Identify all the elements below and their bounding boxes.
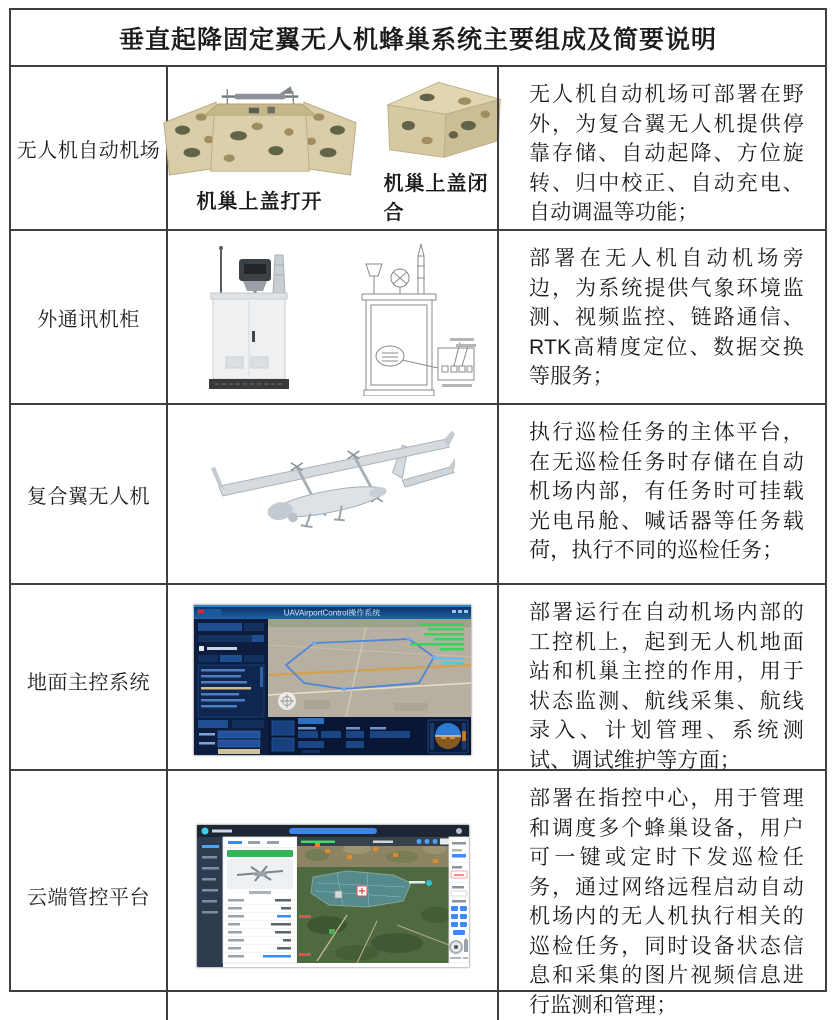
desc-comm-cabinet: 部署在无人机自动机场旁边，为系统提供气象环境监测、视频监控、链路通信、RTK高精度定位、数据交换等服务； (497, 231, 825, 403)
cp-top-bar (197, 825, 469, 837)
gs-map (268, 619, 471, 717)
table-title: 垂直起降固定翼无人机蜂巢系统主要组成及简要说明 (118, 25, 717, 54)
uav-airport-images (166, 67, 497, 229)
ground-station-image-cell (166, 585, 497, 775)
cabinet-photo-drawing (209, 246, 289, 389)
cp-device-panel (223, 837, 297, 963)
row-comm-cabinet (11, 229, 825, 403)
caption-nest-open: 机巢上盖打开 (196, 191, 323, 213)
cp-sidebar (197, 837, 223, 967)
cloud-platform-image-cell (166, 771, 497, 1020)
outdoor-cabinet-photo (189, 241, 304, 393)
gs-left-panel (194, 619, 268, 755)
airport-open-figure (162, 82, 358, 214)
row-ground-station (11, 583, 825, 772)
cp-map (297, 837, 466, 963)
desc-ground-station: 部署运行在自动机场内部的工控机上，起到无人机地面站和机巢主控的作用，用于状态监测、航线采集、航线录入、计划管理、系统测试、调试维护等方面； (497, 585, 825, 775)
component-table (9, 8, 827, 1017)
nest-open-drawing (163, 86, 355, 175)
row-label-vtol-drone: 复合翼无人机 (27, 485, 150, 508)
outdoor-cabinet-diagram (338, 238, 476, 396)
row-label-comm-cabinet: 外通讯机柜 (37, 308, 140, 331)
gs-attitude-indicator (428, 720, 468, 753)
row-uav-airport (11, 65, 825, 229)
cabinet-diagram-drawing (362, 244, 474, 396)
airport-closed-image (384, 72, 504, 164)
row-label-cloud-platform: 云端管控平台 (27, 887, 150, 909)
gs-title: UAVAirportControl操作系统 (283, 608, 381, 618)
desc-cloud-platform: 部署在指控中心，用于管理和调度多个蜂巢设备，用户可一键或定时下发巡检任务，通过网络远程启动自动机场内的无人机执行相关的巡检任务，同时设备状态信息和采集的图片视频信息进行监测和管理； (497, 771, 825, 1020)
vtol-drone-image (211, 425, 455, 563)
airport-open-image (162, 82, 358, 182)
row-vtol-drone (11, 403, 825, 583)
cp-alarm-marker (357, 886, 367, 896)
caption-nest-closed: 机巢上盖闭合 (383, 172, 489, 224)
desc-uav-airport: 无人机自动机场可部署在野外，为复合翼无人机提供停靠存储、自动起降、方位旋转、归中校正、自动充电、自动调温等功能； (497, 67, 825, 229)
row-cloud-platform (11, 769, 825, 1017)
row-label-uav-airport: 无人机自动机场 (16, 139, 161, 162)
row-label-ground-station: 地面主控系统 (27, 671, 150, 694)
desc-vtol-drone: 执行巡检任务的主体平台，在无巡检任务时存储在自动机场内部，有任务时可挂载光电吊舱、喊话器等任务载荷，执行不同的巡检任务； (497, 405, 825, 583)
airport-closed-figure (384, 72, 504, 225)
gs-header (194, 605, 471, 619)
vtol-drone-image-cell (166, 405, 497, 583)
cloud-platform-screenshot (196, 824, 470, 968)
nest-closed-drawing (387, 82, 500, 157)
comm-cabinet-images (166, 231, 497, 403)
gs-bottom-panel (268, 717, 471, 755)
cp-right-panel (449, 837, 469, 963)
drone-drawing (211, 431, 455, 528)
ground-station-screenshot (193, 604, 472, 756)
table-title-row (11, 10, 825, 65)
